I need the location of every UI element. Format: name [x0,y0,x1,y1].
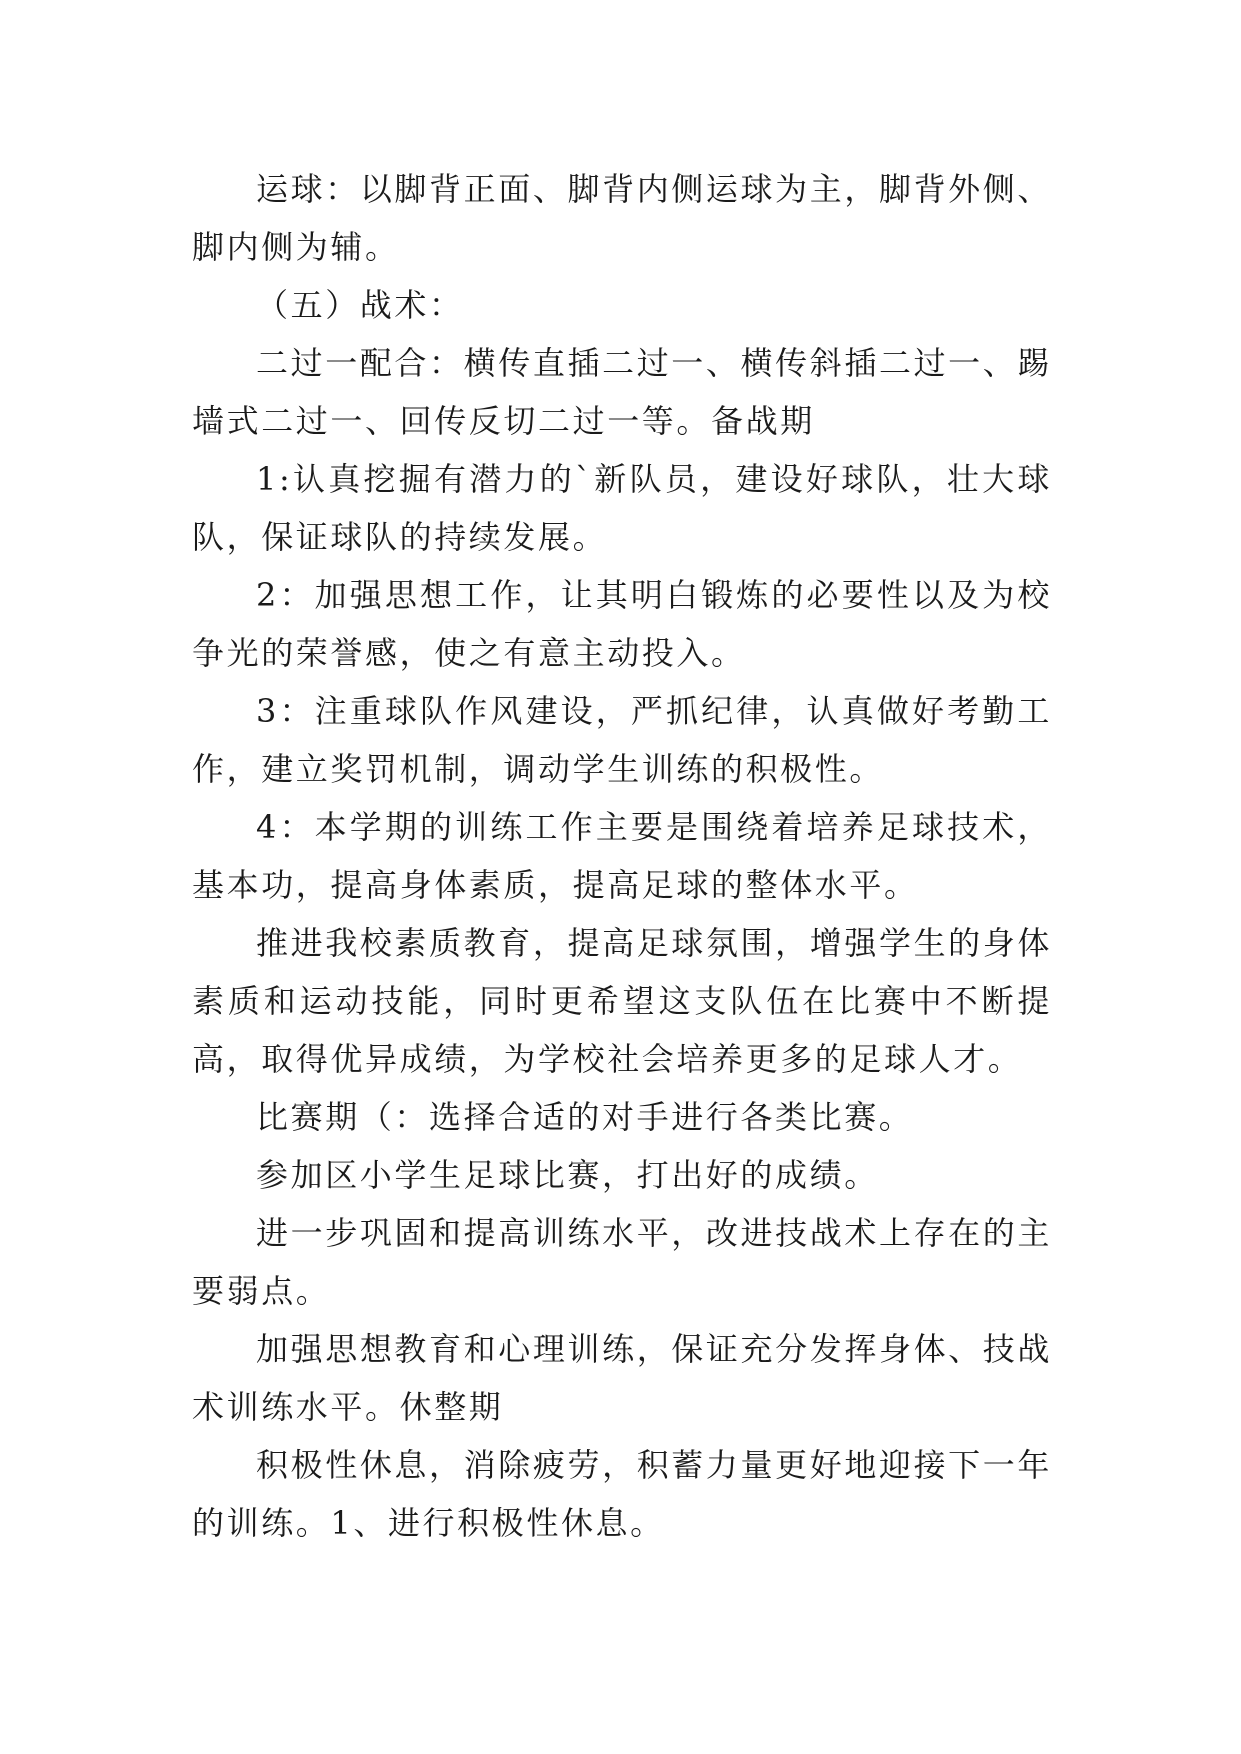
paragraph-competition-period: 比赛期（：选择合适的对手进行各类比赛。 [256,1098,914,1136]
paragraph-active-rest: 积极性休息，消除疲劳，积蓄力量更好地迎接下一年的训练。1、进行积极性休息。 [192,1446,1052,1542]
section-heading-tactics: （五）战术： [256,286,464,324]
document-body [192,160,1052,1552]
paragraph-item-2: 2：加强思想工作，让其明白锻炼的必要性以及为校争光的荣誉感，使之有意主动投入。 [192,576,1052,672]
paragraph-one-two-combination: 二过一配合：横传直插二过一、横传斜插二过一、踢墙式二过一、回传反切二过一等。备战期 [192,344,1052,440]
paragraph-consolidate-training: 进一步巩固和提高训练水平，改进技战术上存在的主要弱点。 [192,1214,1052,1310]
paragraph-item-4: 4：本学期的训练工作主要是围绕着培养足球技术，基本功，提高身体素质，提高足球的整体水平。 [192,808,1052,904]
paragraph-dribbling: 运球：以脚背正面、脚背内侧运球为主，脚背外侧、脚内侧为辅。 [192,170,1052,266]
paragraph-quality-education: 推进我校素质教育，提高足球氛围，增强学生的身体素质和运动技能，同时更希望这支队伍在比赛中不断提高，取得优异成绩，为学校社会培养更多的足球人才。 [192,924,1052,1078]
paragraph-district-match: 参加区小学生足球比赛，打出好的成绩。 [256,1156,879,1194]
paragraph-item-3: 3：注重球队作风建设，严抓纪律，认真做好考勤工作，建立奖罚机制，调动学生训练的积极性。 [192,692,1052,788]
paragraph-mental-training: 加强思想教育和心理训练，保证充分发挥身体、技战术训练水平。休整期 [192,1330,1052,1426]
paragraph-item-1: 1:认真挖掘有潜力的`新队员，建设好球队，壮大球队，保证球队的持续发展。 [192,460,1052,556]
